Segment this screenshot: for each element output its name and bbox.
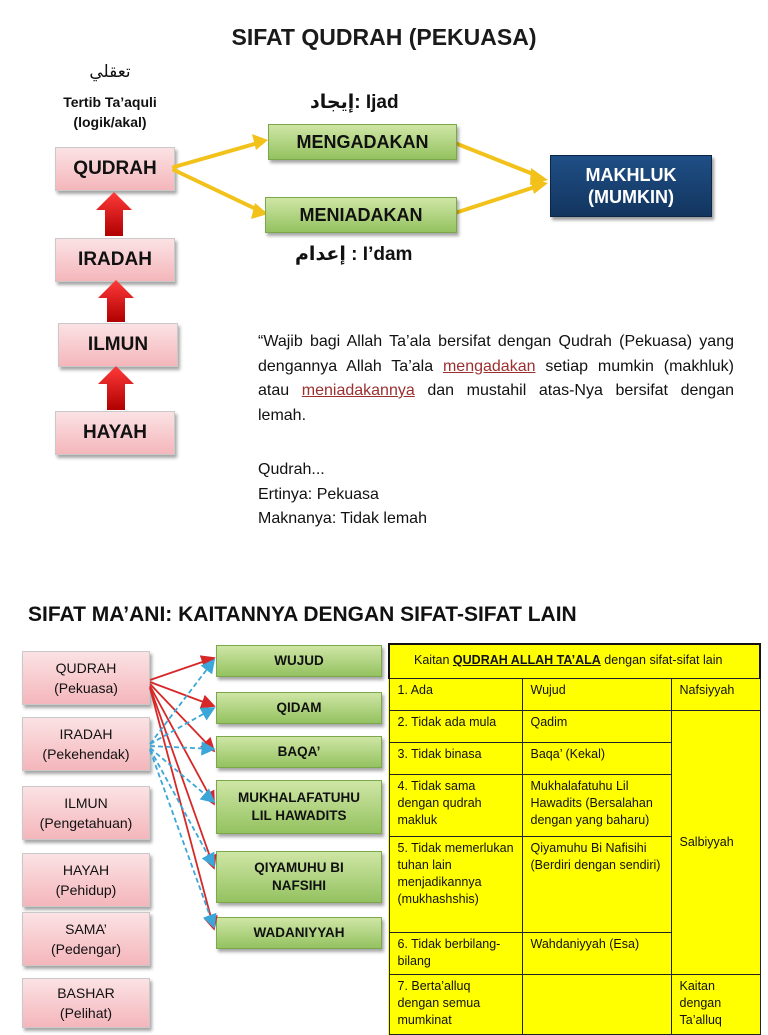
table-row bbox=[389, 975, 760, 1035]
maani-meaning: (Pelihat) bbox=[59, 1005, 113, 1021]
table-cell: 2. Tidak ada mula bbox=[389, 711, 522, 743]
table-cell: Nafsiyyah bbox=[671, 679, 760, 711]
table-cell: Wahdaniyyah (Esa) bbox=[522, 933, 671, 975]
qudrah-line3: Maknanya: Tidak lemah bbox=[258, 510, 427, 527]
makhluk-line1: MAKHLUK bbox=[585, 165, 677, 185]
table-cell-salbiyyah: Salbiyyah bbox=[671, 711, 760, 975]
sifat-box-wadaniyyah: WADANIYYAH bbox=[216, 917, 382, 949]
up-arrow-icon bbox=[98, 366, 134, 410]
sifat-line: QIYAMUHU BI bbox=[254, 860, 344, 875]
maani-meaning: (Pekehendak) bbox=[42, 746, 130, 762]
table-header-underline: QUDRAH ALLAH TA’ALA bbox=[452, 653, 601, 667]
table-row bbox=[389, 711, 760, 743]
up-arrow-icon bbox=[98, 280, 134, 322]
table-cell: Mukhalafatuhu Lil Hawadits (Bersalahan dengan yang baharu) bbox=[522, 775, 671, 837]
table-row bbox=[389, 679, 760, 711]
maani-name: HAYAH bbox=[62, 862, 110, 878]
arrow-qudrah-mukhalafatuhu bbox=[150, 686, 214, 804]
qudrah-meaning bbox=[258, 458, 427, 532]
kaitan-table bbox=[388, 643, 761, 1035]
table-cell: 4. Tidak sama dengan qudrah makluk bbox=[389, 775, 522, 837]
arrow-qudrah-wujud bbox=[150, 658, 214, 680]
sifat-line: NAFSIHI bbox=[272, 878, 326, 893]
definition-quote bbox=[258, 330, 734, 428]
table-cell: 1. Ada bbox=[389, 679, 522, 711]
page-title: SIFAT QUDRAH (PEKUASA) bbox=[231, 24, 537, 50]
maani-meaning: (Pekuasa) bbox=[54, 680, 118, 696]
quote-part2: setiap mumkin (makhluk) atau bbox=[258, 357, 734, 399]
maani-name: QUDRAH bbox=[55, 660, 117, 676]
table-header bbox=[389, 644, 760, 679]
up-arrow-icon bbox=[96, 192, 132, 236]
chain-box-qudrah: QUDRAH bbox=[55, 147, 175, 191]
table-cell: 6. Tidak berbilang-bilang bbox=[389, 933, 522, 975]
sifat-line: MUKHALAFATUHU bbox=[238, 790, 360, 805]
maani-meaning: (Pehidup) bbox=[55, 882, 117, 898]
table-cell: Kaitan dengan Ta’alluq bbox=[671, 975, 760, 1035]
table-cell bbox=[522, 975, 671, 1035]
sifat-box-wujud: WUJUD bbox=[216, 645, 382, 677]
qudrah-line2: Ertinya: Pekuasa bbox=[258, 485, 379, 503]
arrowhead-icon bbox=[252, 134, 268, 150]
quote-part1: “Wajib bagi Allah Ta’ala bersifat dengan Qudrah (Pekuasa) yang dengannya Allah Ta’ala bbox=[258, 333, 734, 375]
arabic-taaquli-label: تعقلي bbox=[89, 62, 131, 82]
chain-box-ilmun: ILMUN bbox=[58, 323, 178, 367]
mengadakan-box: MENGADAKAN bbox=[268, 124, 457, 160]
table-cell: Qadim bbox=[522, 711, 671, 743]
chain-box-hayah: HAYAH bbox=[55, 411, 175, 455]
quote-underline-mengadakan: mengadakan bbox=[442, 357, 536, 375]
table-cell: 5. Tidak memerlukan tuhan lain menjadikannya (mukhashshis) bbox=[389, 837, 522, 933]
idam-label: إعدام : I’dam bbox=[295, 244, 413, 265]
table-cell: 3. Tidak binasa bbox=[389, 743, 522, 775]
meniadakan-box: MENIADAKAN bbox=[265, 197, 457, 233]
maani-meaning: (Pengetahuan) bbox=[39, 815, 133, 831]
arrow-iradah-qiyamuhu bbox=[150, 749, 214, 866]
section-title: SIFAT MA’ANI: KAITANNYA DENGAN SIFAT-SIFAT LAIN bbox=[28, 603, 577, 626]
table-cell: Wujud bbox=[522, 679, 671, 711]
maani-name: SAMA’ bbox=[65, 921, 107, 937]
table-cell: Baqa’ (Kekal) bbox=[522, 743, 671, 775]
table-cell: 7. Berta’alluq dengan semua mumkinat bbox=[389, 975, 522, 1035]
sifat-line: LIL HAWADITS bbox=[251, 808, 347, 823]
tertib-line2: (logik/akal) bbox=[73, 114, 147, 130]
chain-box-iradah: IRADAH bbox=[55, 238, 175, 282]
maani-meaning: (Pedengar) bbox=[50, 941, 122, 957]
quote-underline-meniadakannya: meniadakannya bbox=[301, 382, 415, 399]
qudrah-line1: Qudrah... bbox=[258, 461, 325, 478]
table-cell: Qiyamuhu Bi Nafisihi (Berdiri dengan sendiri) bbox=[522, 837, 671, 933]
tertib-line1: Tertib Ta’aquli bbox=[63, 94, 157, 110]
sifat-box-qidam: QIDAM bbox=[216, 692, 382, 724]
makhluk-box bbox=[550, 155, 712, 217]
sifat-box-baqa: BAQA’ bbox=[216, 736, 382, 768]
table-header-text: dengan sifat-sifat lain bbox=[600, 653, 723, 667]
makhluk-line2: (MUMKIN) bbox=[588, 187, 674, 207]
maani-name: IRADAH bbox=[59, 726, 113, 742]
table-header-text: Kaitan bbox=[414, 653, 453, 667]
ijad-label: إيجاد: Ijad bbox=[310, 92, 399, 113]
quote-part3: dan mustahil atas-Nya bersifat dengan lemah. bbox=[258, 382, 734, 424]
maani-name: ILMUN bbox=[64, 795, 108, 811]
maani-name: BASHAR bbox=[57, 985, 115, 1001]
